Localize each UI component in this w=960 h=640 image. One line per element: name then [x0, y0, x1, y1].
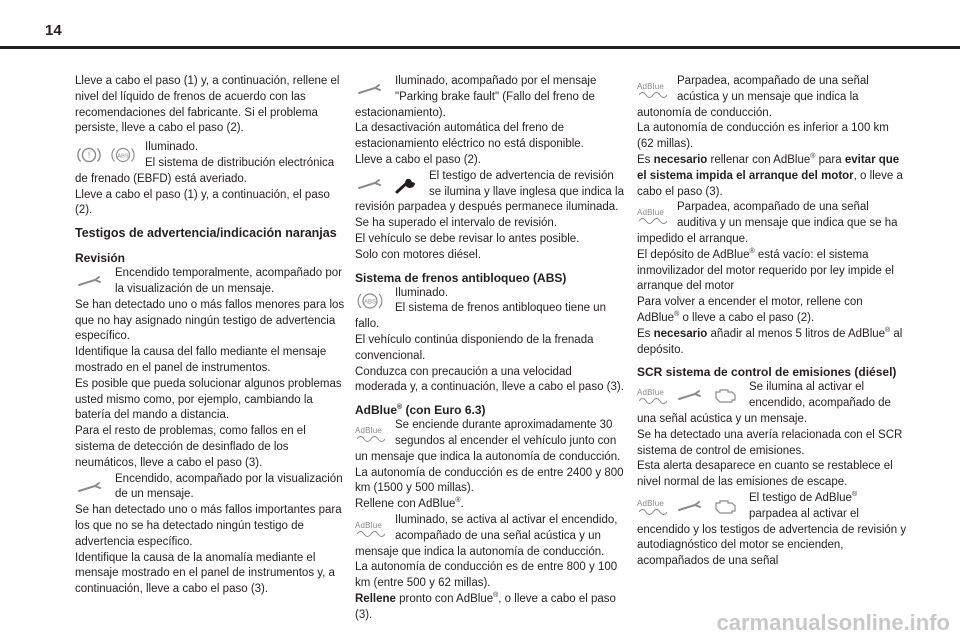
abs-title: Sistema de frenos antibloqueo (ABS) — [355, 270, 567, 285]
adblue-entry-2 — [355, 513, 625, 560]
parking-brake-text-c: Lleve a cabo el paso (2). — [355, 153, 481, 166]
header-rule — [0, 46, 960, 49]
parking-brake-icons — [355, 74, 387, 104]
abs-text-c: El vehículo continúa disponiendo de la frenada convencional. — [355, 333, 594, 362]
adblue-icons-1 — [355, 418, 387, 448]
adblue-icon-label: AdBlue — [355, 426, 382, 436]
adblue-entry-1 — [355, 418, 625, 465]
scr-title: SCR sistema de control de emisiones (diésel) — [637, 365, 897, 380]
scr-2-a2: parpadea al activar el encendido y los testigos de advertencia de revisión y autodiagnóstico del motor se encienden, acompañados de una señal — [637, 507, 907, 568]
adblue-icon — [637, 77, 669, 101]
adblue-4-bold: necesario — [653, 327, 708, 340]
adblue-2-text-c-end: , o lleve a cabo el paso (3). — [355, 592, 616, 621]
scr-1-text-c: Esta alerta desaparece en cuanto se restablece el nivel normal de las emisiones de escape. — [637, 460, 893, 489]
adblue-3-text-c — [637, 153, 907, 200]
engine-icon — [711, 384, 741, 406]
adblue-icon-label: AdBlue — [637, 82, 664, 91]
period: . — [460, 498, 464, 511]
revision-text-e: Para el resto de problemas, como fallos en el sistema de detección de desinflado de los neumáticos, lleve a cabo el paso (3). — [75, 425, 306, 469]
spanner-icon — [391, 173, 421, 195]
abs-text-b: El sistema de frenos antibloqueo tiene un fallo. — [355, 302, 606, 331]
adblue-title — [355, 402, 625, 418]
abs-text-d: Conduzca con precaución a una velocidad moderada y, a continuación, lleve a cabo el paso (3). — [355, 365, 624, 394]
adblue-1-text-b: La autonomía de conducción es de entre 2400 y 800 km (1500 y 500 millas). — [355, 466, 624, 495]
adblue-4-c2: o lleve a cabo el paso (2). — [679, 311, 815, 324]
page-header — [0, 0, 960, 50]
adblue-2-text-c — [355, 592, 625, 624]
adblue-2-text-b: La autonomía de conducción es de entre 800 y 100 km (entre 500 y 62 millas). — [355, 561, 618, 590]
parking-brake-entry — [355, 74, 625, 121]
adblue-icon — [637, 203, 669, 227]
service-text-a: El testigo de advertencia de revisión se ilumina y llave inglesa que indica la revisión parpadea y después permanece iluminada. — [355, 169, 624, 214]
adblue-4-d3: al depósito. — [637, 327, 903, 356]
reg-mark: ® — [885, 326, 891, 334]
revision-text-a: Encendido temporalmente, acompañado por la visualización de un mensaje. — [115, 267, 342, 295]
revision-entry-2 — [75, 472, 345, 504]
adblue-1-text-a: Se enciende durante aproximadamente 30 segundos al encender el vehículo junto con un mensaje que indica la autonomía de conducción. — [355, 419, 621, 463]
adblue-1-text-c — [355, 497, 625, 513]
revision-text-b: Se han detectado uno o más fallos menores para los que no hay asignado ningún testigo de advertencia específico. — [75, 298, 345, 343]
ebfd-status: Iluminado. — [145, 141, 199, 154]
abs-entry — [355, 286, 625, 333]
revision-entry-1 — [75, 266, 345, 298]
adblue-3-bold2: evitar que el sistema impida el arranque del motor — [637, 153, 900, 182]
column-3 — [637, 74, 907, 570]
ebfd-description: El sistema de distribución electrónica de frenado (EBFD) está averiado. — [75, 156, 335, 185]
ebfd-action: Lleve a cabo el paso (1) y, a continuación, el paso (2). — [75, 188, 330, 217]
parking-brake-text-b: La desactivación automática del freno de estacionamiento eléctrico no está disponible. — [355, 122, 584, 151]
service-icons — [355, 169, 421, 199]
adblue-entry-3 — [637, 74, 907, 121]
parking-brake-text-a: Iluminado, acompañado por el mensaje "Parking brake fault" (Fallo del freno de estacionamiento). — [355, 75, 597, 119]
wrench-icon — [675, 495, 705, 517]
adblue-icon — [355, 516, 387, 540]
ebfd-icons — [75, 140, 137, 170]
adblue-icon-label: AdBlue — [637, 208, 664, 218]
abs-text-a: Iluminado. — [395, 286, 449, 299]
adblue-4-b1: El depósito de AdBlue — [637, 248, 750, 261]
adblue-2-bold: Rellene — [355, 592, 396, 605]
scr-1-text-a: Se ilumina al activar el encendido, acompañado de una señal acústica y un mensaje. — [637, 381, 891, 425]
wrench-icon — [675, 384, 705, 406]
service-text-d: Solo con motores diésel. — [355, 248, 481, 261]
scr-icons-1 — [637, 380, 741, 410]
adblue-icon — [637, 494, 669, 518]
adblue-4-text-b — [637, 248, 907, 295]
adblue-icon — [355, 421, 387, 445]
revision-text-f: Encendido, acompañado por la visualización de un mensaje. — [115, 472, 343, 501]
reg-mark: ® — [851, 491, 858, 499]
wrench-icon — [355, 173, 385, 195]
adblue-4-text-a: Parpadea, acompañado de una señal auditiva y un mensaje que indica que se ha impedido el arranque. — [637, 201, 898, 245]
scr-entry-2 — [637, 491, 907, 570]
wrench-icon — [355, 78, 385, 100]
scr-1-text-b: Se ha detectado una avería relacionada con el SCR sistema de control de emisiones. — [637, 428, 903, 457]
revision-title: Revisión — [75, 251, 126, 266]
wrench-icon — [75, 476, 105, 498]
revision-icons-1 — [75, 266, 107, 296]
adblue-icons-4 — [637, 200, 669, 230]
scr-2-a1: El testigo de AdBlue — [749, 491, 852, 504]
section-title-orange: Testigos de advertencia/indicación naranjas — [75, 226, 337, 241]
adblue-4-c1: Para volver a encender el motor, rellene con AdBlue — [637, 296, 863, 324]
svg-text:ABS: ABS — [363, 299, 377, 306]
reg-mark: ® — [493, 592, 499, 600]
revision-text-h: Identifique la causa de la anomalía mediante el mensaje mostrado en el panel de instrumentos y, a continuación, lleve a cabo el paso (3). — [75, 551, 335, 596]
watermark: carmanualsonline.info — [716, 610, 950, 635]
adblue-2-text-a: Iluminado, se activa al activar el encendido, acompañado de una señal acústica y un mensaje que indica la autonomía de conducción. — [355, 513, 618, 558]
reg-mark: ® — [455, 497, 461, 505]
reg-mark: ® — [397, 404, 403, 412]
adblue-3-c3: para — [815, 153, 845, 166]
adblue-icon — [637, 383, 669, 407]
abs-icons — [355, 286, 387, 316]
adblue-icon-label: AdBlue — [637, 388, 664, 398]
scr-icons-2 — [637, 491, 741, 521]
adblue-icon-label: AdBlue — [637, 498, 664, 508]
engine-icon — [711, 495, 741, 517]
adblue-3-c4: , o lleve a cabo el paso (3). — [637, 169, 903, 198]
column-1 — [75, 74, 345, 598]
adblue-1-text-c-main: Rellene con AdBlue — [355, 498, 456, 511]
adblue-title-b: (con Euro 6.3) — [402, 403, 486, 418]
adblue-3-c1: Es — [637, 153, 654, 166]
revision-text-g: Se han detectado uno o más fallos importantes para los que no se ha detectado ningún testigo de advertencia específico. — [75, 504, 342, 548]
scr-entry-1 — [637, 380, 907, 427]
intro-paragraph: Lleve a cabo el paso (1) y, a continuación, rellene el nivel del líquido de frenos de acuerdo con las recomendaciones del fabricante. Si el problema persiste, lleve a cabo el paso (2). — [75, 75, 340, 135]
adblue-3-text-b: La autonomía de conducción es inferior a 100 km (62 millas). — [637, 122, 889, 151]
service-text-b: Se ha superado el intervalo de revisión. — [355, 217, 558, 230]
svg-text:ABS: ABS — [117, 153, 129, 160]
adblue-3-bold1: necesario — [653, 153, 708, 166]
adblue-4-text-c — [637, 295, 907, 327]
adblue-4-d1: Es — [637, 327, 654, 340]
adblue-title-a: AdBlue — [355, 403, 397, 418]
revision-icons-2 — [75, 472, 107, 502]
revision-text-d: Es posible que pueda solucionar algunos problemas usted mismo como, por ejemplo, cambiando la batería del mando a distancia. — [75, 377, 342, 422]
adblue-3-text-a: Parpadea, acompañado de una señal acústica y un mensaje que indica la autonomía de conducción. — [637, 75, 869, 119]
reg-mark: ® — [674, 311, 680, 319]
wrench-icon — [75, 270, 105, 292]
adblue-4-text-d — [637, 327, 907, 359]
ebfd-entry — [75, 140, 345, 187]
abs-icon — [109, 144, 137, 166]
adblue-2-text-c-rest: pronto con AdBlue — [395, 592, 494, 605]
revision-text-c: Identifique la causa del fallo mediante el mensaje mostrado en el panel de instrumentos. — [75, 346, 327, 374]
service-entry — [355, 169, 625, 216]
adblue-4-d2: añadir al menos 5 litros de AdBlue — [707, 327, 886, 340]
abs-icon — [355, 290, 385, 312]
adblue-3-c2: rellenar con AdBlue — [707, 153, 811, 166]
reg-mark: ® — [749, 247, 755, 255]
adblue-icons-2 — [355, 513, 387, 543]
page-number: 14 — [45, 22, 62, 39]
adblue-entry-4 — [637, 200, 907, 247]
svg-text:!: ! — [87, 149, 91, 160]
reg-mark: ® — [810, 153, 816, 161]
adblue-icons-3 — [637, 74, 669, 104]
column-2 — [355, 74, 625, 624]
adblue-icon-label: AdBlue — [355, 520, 382, 530]
brake-warning-icon — [75, 144, 103, 166]
adblue-4-b2: está vacío: el sistema inmovilizador del motor requerido por ley impide el arranque del motor — [637, 248, 894, 293]
service-text-c: El vehículo se debe revisar lo antes posible. — [355, 232, 580, 245]
